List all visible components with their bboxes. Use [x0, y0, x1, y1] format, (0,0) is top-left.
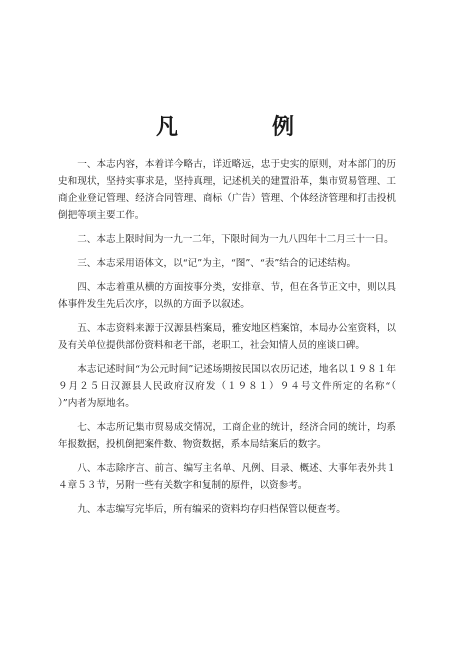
paragraph-3: 三、本志采用语体文，以“记”为主，“图”、“表”结合的记述结构。 [77, 258, 357, 269]
document-body [58, 156, 416, 525]
paragraph-4: 四、本志着重从横的方面按事分类，安排章、节，但在各节正文中，则以具体事件发生先后次序，以纵的方面予以叙述。 [58, 282, 396, 310]
paragraph-6: 本志记述时间“为公元时间”记述场期按民国以农历记述，地名以１９８１年９月２５日汉源县人民政府汉府发（１９８１）９４号文件所定的名称“（ ）”内者为原地名。 [58, 364, 416, 409]
page-title: 凡 例 [155, 114, 330, 140]
paragraph-2: 二、本志上限时间为一九一二年，下限时间为一九八四年十二月三十一日。 [77, 234, 394, 245]
paragraph-7: 七、本志所记集市贸易成交情况，工商企业的统计，经济合同的统计，均系年报数据，投机倒把案件数、物资数据，系本局结案后的数字。 [58, 422, 396, 450]
paragraph-5: 五、本志资料来源于汉源县档案局，雅安地区档案馆，本局办公室资料，以及有关单位提供部份资料和老干部，老职工，社会知情人员的座谈口碑。 [58, 323, 396, 351]
paragraph-9: 九、本志编写完毕后，所有编采的资料均存归档保管以便查考。 [77, 504, 346, 515]
paragraph-1: 一、本志内容，本着详今略古，详近略远，忠于史实的原则，对本部门的历史和现状，坚持实事求是，坚持真理，记述机关的建置沿革，集市贸易管理、工商企业登记管理、经济合同管理、商标（广告）管理、个体经济管理和打击投机倒把等项主要工作。 [58, 159, 396, 221]
paragraph-8: 八、本志除序言、前言、编写主名单、凡例、目录、概述、大事年表外共１４章５３节，另附一些有关数字和复制的原件，以资参考。 [58, 463, 396, 491]
